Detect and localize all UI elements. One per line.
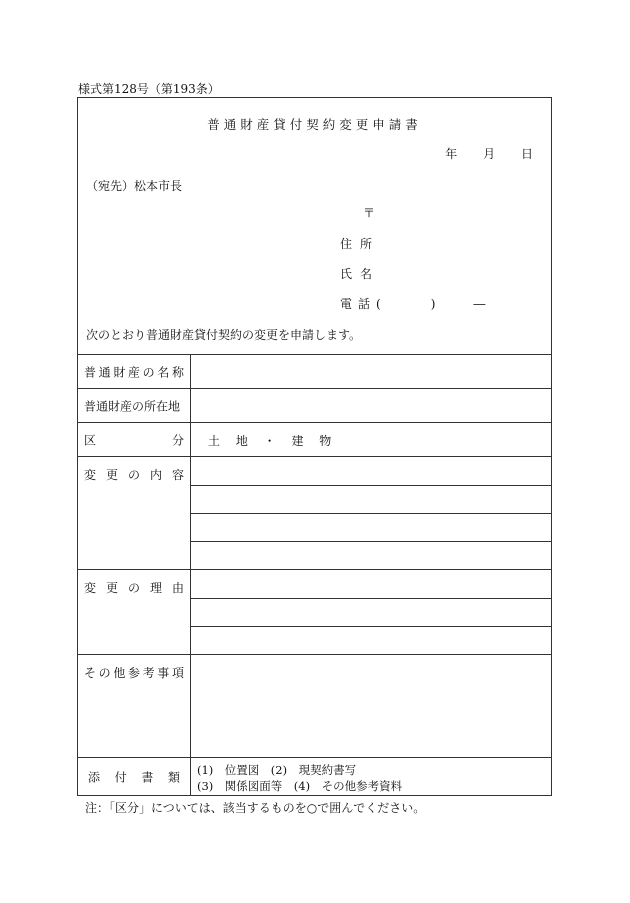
label-other-notes (84, 664, 184, 681)
label-char: の (127, 468, 140, 482)
attachment-line-1: (1) 位置図 (2) 現契約書写 (197, 763, 357, 777)
date-line (423, 145, 533, 162)
label-char: 容 (171, 468, 184, 482)
category-value: 土 地 ・ 建 物 (208, 434, 338, 448)
label-char: 添 (88, 770, 101, 785)
label-char: 理 (149, 581, 162, 595)
row-property-name (78, 355, 551, 389)
label-category (84, 431, 184, 448)
property-name-field[interactable] (191, 355, 551, 388)
form-title: 普通財産貸付契約変更申請書 (207, 117, 422, 132)
postal-mark: 〒 (363, 206, 376, 220)
label-change-reason (84, 579, 184, 596)
label-change-content (84, 466, 184, 483)
label-char: 書 (141, 770, 154, 785)
label-char: 更 (105, 468, 118, 482)
label-char: 参 (127, 666, 140, 680)
label-char: 普 (84, 365, 97, 379)
label-char: の (98, 666, 111, 680)
change-content-field[interactable] (191, 457, 551, 569)
footnote: 注：「区分」については、該当するものを○で囲んでください。 (85, 801, 426, 815)
label-property-name (84, 363, 184, 380)
date-month: 月 (483, 147, 496, 161)
label-char: 変 (84, 468, 97, 482)
row-other-notes (78, 655, 551, 758)
name-line (340, 265, 380, 282)
phone-dash: ― (473, 297, 486, 311)
other-notes-field[interactable] (191, 655, 551, 757)
row-property-location (78, 389, 551, 423)
label-attachments (88, 769, 180, 786)
label-char: 区 (84, 433, 97, 447)
label-char: 変 (84, 581, 97, 595)
label-char: 由 (171, 581, 184, 595)
category-field[interactable] (191, 423, 551, 456)
date-day: 日 (520, 147, 533, 161)
request-text: 次のとおり普通財産貸付契約の変更を申請します。 (86, 328, 362, 342)
addressee: （宛先）松本市長 (86, 179, 183, 193)
label-char: 類 (167, 770, 180, 785)
label-char: 内 (149, 468, 162, 482)
label-char: 財 (113, 365, 126, 379)
label-char: の (142, 365, 155, 379)
label-char: 通 (98, 365, 111, 379)
label-char: 考 (142, 666, 155, 680)
attachment-line-2: (3) 関係図面等 (4) その他参考資料 (197, 779, 403, 793)
label-char: そ (84, 666, 97, 680)
form-header (78, 98, 551, 355)
row-category (78, 423, 551, 457)
attachments-field (191, 758, 551, 796)
row-change-reason (78, 570, 551, 655)
label-char: 事 (157, 666, 170, 680)
label-char: 更 (105, 581, 118, 595)
label-char: 名 (157, 365, 170, 379)
label-char: 項 (171, 666, 184, 680)
address-label: 住所 (340, 237, 381, 251)
application-form (77, 97, 552, 796)
label-char: 産 (127, 365, 140, 379)
name-label: 氏名 (340, 267, 381, 281)
property-location-field[interactable] (191, 389, 551, 422)
label-char: 称 (171, 365, 184, 379)
label-char: 分 (171, 433, 184, 447)
label-char: 他 (113, 666, 126, 680)
label-char: の (127, 581, 140, 595)
row-change-content (78, 457, 551, 570)
change-reason-field[interactable] (191, 570, 551, 654)
phone-close: ) (430, 297, 436, 311)
date-year: 年 (445, 147, 458, 161)
label-property-location: 普通財産の所在地 (84, 399, 181, 413)
phone-label: 電話( (340, 297, 387, 311)
row-attachments (78, 758, 551, 796)
form-number: 様式第128号（第193条） (78, 82, 220, 96)
label-char: 付 (114, 770, 127, 785)
address-line (340, 235, 380, 252)
phone-line (340, 295, 485, 312)
